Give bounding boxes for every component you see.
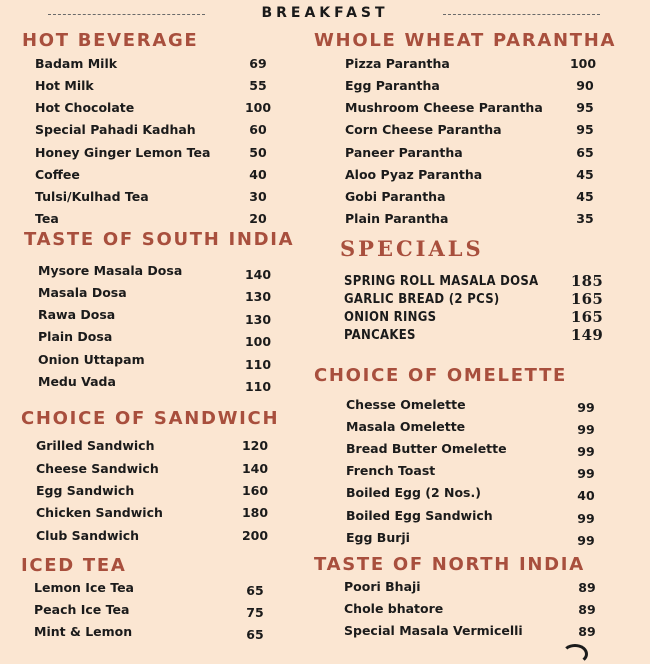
menu-price: 140 bbox=[244, 267, 272, 282]
menu-price: 55 bbox=[249, 78, 267, 93]
menu-item: Coffee bbox=[35, 167, 80, 182]
menu-title: BREAKFAST bbox=[261, 5, 389, 21]
menu-item: Honey Ginger Lemon Tea bbox=[35, 145, 211, 160]
menu-price: 110 bbox=[244, 379, 272, 394]
menu-price: 45 bbox=[576, 167, 594, 182]
menu-price: 130 bbox=[244, 312, 272, 327]
parantha-heading: WHOLE WHEAT PARANTHA bbox=[314, 30, 617, 51]
menu-item: Mysore Masala Dosa bbox=[38, 263, 183, 278]
menu-item: Medu Vada bbox=[38, 374, 116, 389]
menu-price: 89 bbox=[578, 624, 596, 639]
menu-item: Bread Butter Omelette bbox=[346, 441, 507, 456]
menu-price: 90 bbox=[576, 78, 594, 93]
menu-item: Chicken Sandwich bbox=[36, 505, 163, 520]
menu-item: Chole bhatore bbox=[344, 601, 444, 616]
special-price: 149 bbox=[570, 326, 604, 344]
menu-price: 99 bbox=[577, 400, 595, 415]
menu-price: 45 bbox=[576, 189, 594, 204]
menu-price: 60 bbox=[249, 122, 267, 137]
menu-item: Boiled Egg (2 Nos.) bbox=[346, 485, 481, 500]
decorative-swirl-icon bbox=[562, 644, 588, 664]
hot-beverage-heading: HOT BEVERAGE bbox=[22, 30, 199, 51]
menu-item: Tea bbox=[35, 211, 59, 226]
menu-item: French Toast bbox=[346, 463, 436, 478]
special-price: 185 bbox=[570, 272, 604, 290]
menu-item: Tulsi/Kulhad Tea bbox=[35, 189, 149, 204]
menu-item: Mushroom Cheese Parantha bbox=[345, 100, 543, 115]
menu-price: 99 bbox=[577, 511, 595, 526]
menu-price: 200 bbox=[241, 528, 269, 543]
menu-item: Egg Sandwich bbox=[36, 483, 135, 498]
menu-price: 75 bbox=[246, 605, 264, 620]
menu-item: Masala Omelette bbox=[346, 419, 466, 434]
menu-item: Mint & Lemon bbox=[34, 624, 133, 639]
menu-item: Peach Ice Tea bbox=[34, 602, 130, 617]
menu-item: Plain Parantha bbox=[345, 211, 449, 226]
menu-price: 69 bbox=[249, 56, 267, 71]
menu-price: 99 bbox=[577, 533, 595, 548]
special-item: ONION RINGS bbox=[344, 310, 437, 325]
menu-item: Chesse Omelette bbox=[346, 397, 466, 412]
menu-item: Paneer Parantha bbox=[345, 145, 463, 160]
menu-price: 100 bbox=[569, 56, 597, 71]
menu-item: Aloo Pyaz Parantha bbox=[345, 167, 483, 182]
menu-item: Badam Milk bbox=[35, 56, 118, 71]
north-india-heading: TASTE OF NORTH INDIA bbox=[314, 554, 585, 575]
menu-price: 99 bbox=[577, 444, 595, 459]
special-item: PANCAKES bbox=[344, 328, 416, 343]
omelette-heading: CHOICE OF OMELETTE bbox=[314, 365, 568, 386]
menu-item: Egg Burji bbox=[346, 530, 410, 545]
sandwich-heading: CHOICE OF SANDWICH bbox=[21, 408, 280, 429]
menu-price: 40 bbox=[249, 167, 267, 182]
menu-price: 140 bbox=[241, 461, 269, 476]
menu-item: Hot Chocolate bbox=[35, 100, 135, 115]
menu-price: 100 bbox=[244, 100, 272, 115]
special-price: 165 bbox=[570, 308, 604, 326]
menu-price: 20 bbox=[249, 211, 267, 226]
menu-price: 110 bbox=[244, 357, 272, 372]
menu-price: 30 bbox=[249, 189, 267, 204]
special-price: 165 bbox=[570, 290, 604, 308]
menu-price: 99 bbox=[577, 466, 595, 481]
menu-item: Grilled Sandwich bbox=[36, 438, 155, 453]
menu-price: 65 bbox=[246, 583, 264, 598]
menu-price: 65 bbox=[576, 145, 594, 160]
menu-item: Special Masala Vermicelli bbox=[344, 623, 523, 638]
menu-item: Club Sandwich bbox=[36, 528, 140, 543]
south-india-heading: TASTE OF SOUTH INDIA bbox=[24, 229, 295, 250]
menu-price: 50 bbox=[249, 145, 267, 160]
menu-price: 180 bbox=[241, 505, 269, 520]
menu-price: 95 bbox=[576, 122, 594, 137]
menu-price: 95 bbox=[576, 100, 594, 115]
special-item: GARLIC BREAD (2 PCS) bbox=[344, 292, 500, 307]
menu-price: 160 bbox=[241, 483, 269, 498]
menu-item: Lemon Ice Tea bbox=[34, 580, 134, 595]
menu-item: Egg Parantha bbox=[345, 78, 440, 93]
menu-item: Onion Uttapam bbox=[38, 352, 145, 367]
menu-price: 99 bbox=[577, 422, 595, 437]
menu-price: 40 bbox=[577, 488, 595, 503]
menu-item: Poori Bhaji bbox=[344, 579, 421, 594]
menu-price: 120 bbox=[241, 438, 269, 453]
iced-tea-heading: ICED TEA bbox=[21, 555, 127, 576]
menu-item: Gobi Parantha bbox=[345, 189, 446, 204]
menu-price: 89 bbox=[578, 602, 596, 617]
menu-price: 65 bbox=[246, 627, 264, 642]
menu-item: Corn Cheese Parantha bbox=[345, 122, 502, 137]
specials-heading: SPECIALS bbox=[340, 236, 484, 261]
menu-price: 130 bbox=[244, 289, 272, 304]
menu-item: Boiled Egg Sandwich bbox=[346, 508, 493, 523]
menu-item: Hot Milk bbox=[35, 78, 94, 93]
menu-item: Special Pahadi Kadhah bbox=[35, 122, 196, 137]
menu-item: Cheese Sandwich bbox=[36, 461, 159, 476]
menu-item: Pizza Parantha bbox=[345, 56, 450, 71]
menu-price: 100 bbox=[244, 334, 272, 349]
menu-item: Plain Dosa bbox=[38, 329, 113, 344]
menu-item: Masala Dosa bbox=[38, 285, 127, 300]
special-item: SPRING ROLL MASALA DOSA bbox=[344, 274, 539, 289]
menu-price: 89 bbox=[578, 580, 596, 595]
menu-item: Rawa Dosa bbox=[38, 307, 116, 322]
menu-price: 35 bbox=[576, 211, 594, 226]
